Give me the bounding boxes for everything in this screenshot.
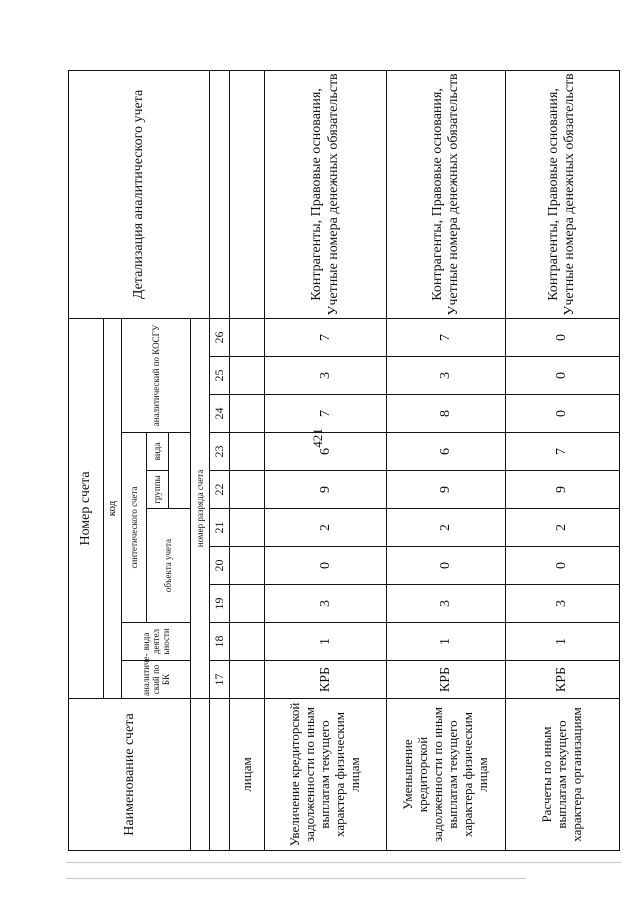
header-name-spacer	[191, 699, 209, 851]
row-value: КРБ	[264, 661, 386, 699]
row-account-name: Уменьшение кредиторской задолженности по иным выплатам текущего характера физическим лицам	[387, 699, 505, 851]
row-value: 7	[505, 433, 619, 471]
section-label: лицам	[230, 699, 265, 851]
row-value: 2	[264, 509, 386, 547]
row-analytic-detail: Контрагенты, Правовые основания, Учетные номера денежных обязательств	[387, 70, 505, 318]
digit-21: 21	[209, 509, 229, 547]
row-value: 3	[387, 357, 505, 395]
table-row	[505, 70, 619, 850]
header-object: объекта учета	[146, 509, 191, 623]
header-analytic-bk: аналитический по БК	[122, 661, 191, 699]
detail-spacer	[209, 70, 229, 318]
row-value: 1	[387, 623, 505, 661]
row-value: 2	[387, 509, 505, 547]
digit-24: 24	[209, 395, 229, 433]
row-value: 3	[387, 585, 505, 623]
row-value: 7	[264, 318, 386, 356]
row-account-name: Увеличение кредиторской задолженности по иным выплатам текущего характера физическим лицам	[264, 699, 386, 851]
header-activity-type: вида деятел ьности	[122, 623, 191, 661]
table-row	[387, 70, 505, 850]
row-value: 6	[387, 433, 505, 471]
section-row	[230, 70, 265, 850]
table-row	[264, 70, 386, 850]
row-value: 0	[387, 547, 505, 585]
row-value: 9	[387, 471, 505, 509]
row-value: 7	[387, 318, 505, 356]
page-number: 421	[310, 428, 325, 448]
digit-20: 20	[209, 547, 229, 585]
row-value: 0	[505, 395, 619, 433]
row-value: 0	[505, 357, 619, 395]
row-value: КРБ	[505, 661, 619, 699]
row-value: 2	[505, 509, 619, 547]
header-group-kind-spacer	[168, 433, 190, 509]
header-group: группы	[146, 471, 168, 509]
row-analytic-detail: Контрагенты, Правовые основания, Учетные номера денежных обязательств	[505, 70, 619, 318]
row-value: 8	[387, 395, 505, 433]
digit-spacer	[209, 699, 229, 851]
digit-18: 18	[209, 623, 229, 661]
row-value: 0	[505, 318, 619, 356]
row-value: 3	[264, 357, 386, 395]
scan-edge-line	[66, 862, 621, 863]
header-kind: вида	[146, 433, 168, 471]
row-value: КРБ	[387, 661, 505, 699]
accounts-table-rotated	[68, 71, 620, 851]
header-analytic-detail: Детализация аналитического учета	[69, 70, 210, 318]
row-value: 0	[505, 547, 619, 585]
digit-17: 17	[209, 661, 229, 699]
digit-row	[209, 70, 229, 850]
digit-26: 26	[209, 318, 229, 356]
row-value: 1	[505, 623, 619, 661]
row-value: 9	[505, 471, 619, 509]
row-value: 6	[264, 433, 386, 471]
scan-edge-line	[66, 878, 526, 879]
header-row-1	[69, 70, 104, 850]
row-value: 3	[264, 585, 386, 623]
header-synthetic: синтетического счета	[122, 433, 146, 623]
digit-22: 22	[209, 471, 229, 509]
row-value: 9	[264, 471, 386, 509]
row-value: 1	[264, 623, 386, 661]
header-code: код	[103, 318, 121, 698]
header-account-name: Наименование счета	[69, 699, 191, 851]
digit-25: 25	[209, 357, 229, 395]
row-value: 0	[264, 547, 386, 585]
row-value: 3	[505, 585, 619, 623]
digit-19: 19	[209, 585, 229, 623]
header-analytic-kosgu: аналитический по КОСГУ	[122, 318, 191, 432]
header-account-number: Номер счета	[69, 318, 104, 698]
row-account-name: Расчеты по иным выплатам текущего характера организациям	[505, 699, 619, 851]
header-digit-number: номер разряда счета	[191, 318, 209, 698]
accounts-table	[68, 70, 620, 851]
row-analytic-detail: Контрагенты, Правовые основания, Учетные номера денежных обязательств	[264, 70, 386, 318]
row-value: 7	[264, 395, 386, 433]
digit-23: 23	[209, 433, 229, 471]
